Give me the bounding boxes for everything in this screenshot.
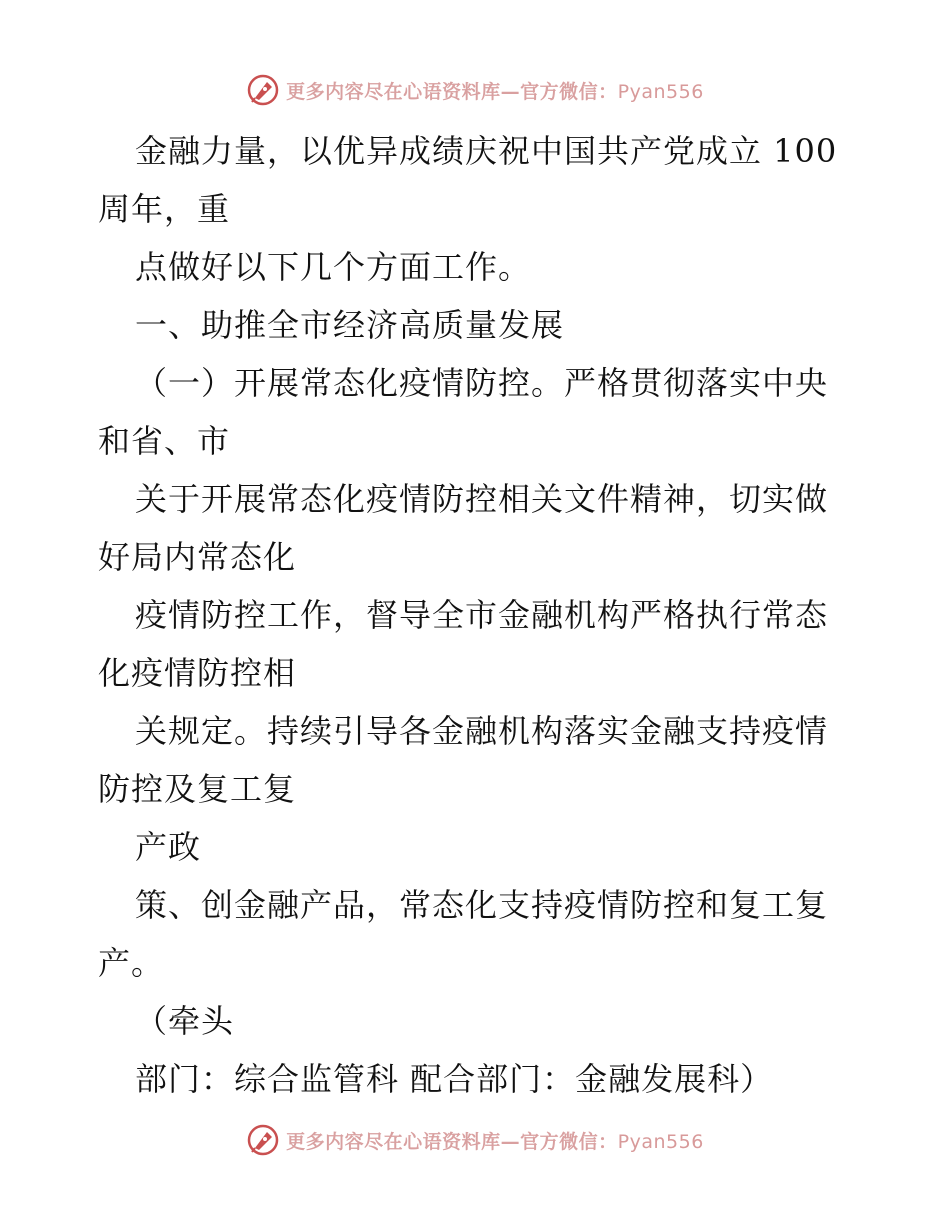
- paragraph: 策、创金融产品，常态化支持疫情防控和复工复产。: [98, 886, 829, 982]
- paragraph: 产政: [135, 828, 202, 866]
- paragraph: 金融力量，以优异成绩庆祝中国共产党成立 100 周年，重: [98, 132, 838, 228]
- pen-nib-logo-icon: [246, 1123, 280, 1157]
- watermark-text: 更多内容尽在心语资料库—官方微信：Pyan556: [286, 1130, 704, 1153]
- watermark-header: [0, 70, 950, 110]
- paragraph: 部门：综合监管科 配合部门：金融发展科）: [135, 1060, 774, 1098]
- paragraph: （牵头: [135, 1002, 235, 1040]
- pen-nib-logo-icon: [246, 73, 280, 107]
- paragraph: 关规定。持续引导各金融机构落实金融支持疫情防控及复工复: [98, 712, 829, 808]
- paragraph: 点做好以下几个方面工作。: [135, 248, 532, 286]
- document-body: [98, 122, 858, 1108]
- section-heading: 一、助推全市经济高质量发展: [135, 306, 565, 344]
- watermark-footer: [0, 1120, 950, 1160]
- paragraph: （一）开展常态化疫情防控。严格贯彻落实中央和省、市: [98, 364, 829, 460]
- watermark-text: 更多内容尽在心语资料库—官方微信：Pyan556: [286, 80, 704, 103]
- paragraph: 疫情防控工作，督导全市金融机构严格执行常态化疫情防控相: [98, 596, 829, 692]
- paragraph: 关于开展常态化疫情防控相关文件精神，切实做好局内常态化: [98, 480, 829, 576]
